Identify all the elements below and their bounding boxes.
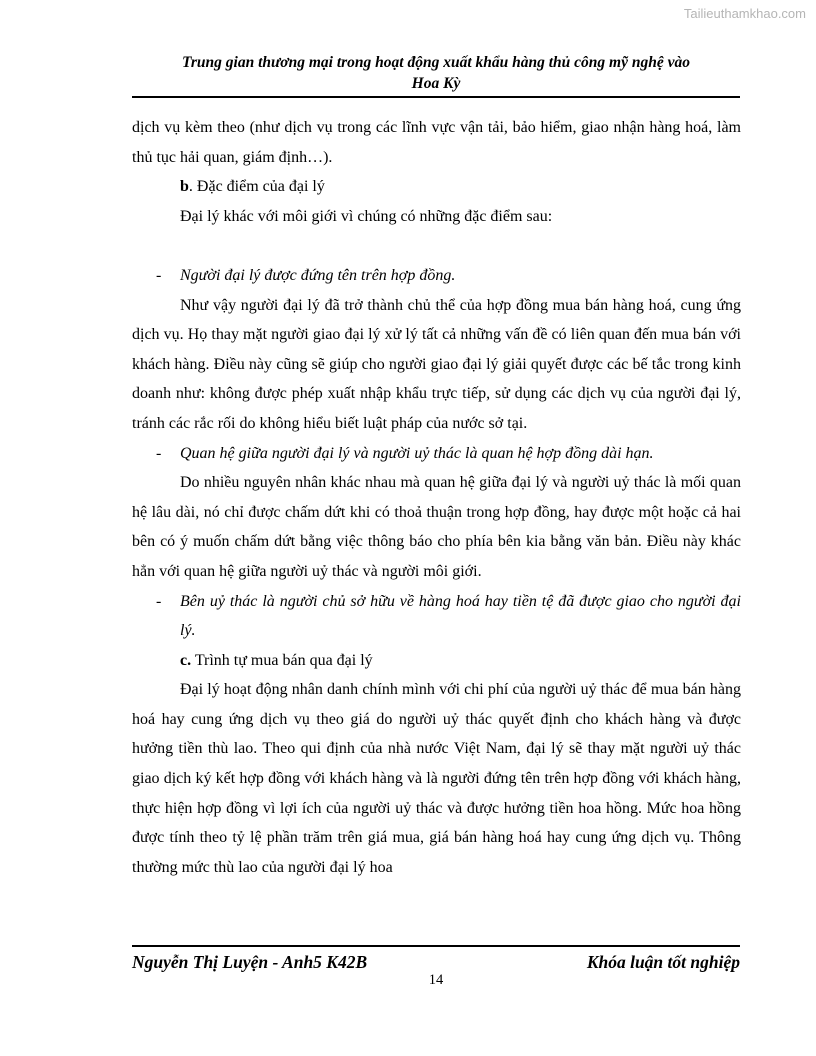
header-title-line2: Hoa Kỳ [411, 75, 461, 92]
paragraph-intro: Đại lý khác với môi giới vì chúng có những đặc điểm sau: [180, 207, 553, 225]
bullet-dash: - [156, 266, 162, 284]
bullet-text-1: Người đại lý được đứng tên trên hợp đồng. [180, 266, 456, 284]
paragraph-continuation: dịch vụ kèm theo (như dịch vụ trong các lĩnh vực vận tải, bảo hiểm, giao nhận hàng hoá, làm thủ tục hải quan, giám định…). [132, 119, 741, 166]
footer-divider [132, 945, 740, 947]
blank-line [132, 231, 741, 261]
section-label-b: b [180, 178, 189, 196]
bullet-text-3: Bên uỷ thác là người chủ sở hữu về hàng hoá hay tiền tệ đã được giao cho người đại lý. [180, 592, 741, 640]
section-title-b: . Đặc điểm của đại lý [188, 178, 325, 196]
bullet-dash: - [156, 592, 162, 610]
paragraph-body-1: Như vậy người đại lý đã trở thành chủ thể của hợp đồng mua bán hàng hoá, cung ứng dịch vụ. Họ thay mặt người giao đại lý xử lý tất cả những vấn đề có liên quan đến mua bán với khách hàng. Điều này cũng sẽ giúp cho người giao đại lý giải quyết được các bế tắc trong kinh doanh như: không được phép xuất nhập khẩu trực tiếp, sử dụng các dịch vụ của người đại lý, tránh các rắc rối do không hiểu biết luật pháp của nước sở tại. [132, 296, 741, 432]
watermark: Tailieuthamkhao.com [683, 6, 806, 21]
section-title-c: Trình tự mua bán qua đại lý [191, 651, 373, 669]
bullet-text-2: Quan hệ giữa người đại lý và người uỷ thác là quan hệ hợp đồng dài hạn. [180, 444, 654, 462]
section-heading-b [132, 172, 741, 202]
paragraph-body-3: Đại lý hoạt động nhân danh chính mình với chi phí của người uỷ thác để mua bán hàng hoá hay cung ứng dịch vụ theo giá do người uỷ thác quyết định cho khách hàng và được hưởng tiền thù lao. Theo qui định của nhà nước Việt Nam, đại lý sẽ thay mặt người uỷ thác giao dịch ký kết hợp đồng với khách hàng và là người đứng tên trên hợp đồng với khách hàng, thực hiện hợp đồng vì lợi ích của người uỷ thác và được hưởng tiền hoa hồng. Mức hoa hồng được tính theo tỷ lệ phần trăm trên giá mua, giá bán hàng hoá hay cung ứng dịch vụ. Thông thường mức thù lao của người đại lý hoa [132, 681, 741, 876]
page-header [132, 52, 740, 94]
footer-document-type: Khóa luận tốt nghiệp [586, 952, 740, 972]
bullet-item-1 [132, 261, 741, 291]
document-body [132, 113, 741, 882]
section-label-c: c. [180, 651, 192, 669]
bullet-item-3 [132, 587, 741, 646]
footer-author: Nguyễn Thị Luyện - Anh5 K42B [132, 952, 368, 972]
bullet-dash: - [156, 444, 162, 462]
page-footer [132, 952, 740, 973]
header-divider [132, 96, 740, 98]
page-number: 14 [428, 972, 444, 988]
paragraph-body-2: Do nhiều nguyên nhân khác nhau mà quan hệ giữa đại lý và người uỷ thác là mối quan hệ lâu dài, nó chỉ được chấm dứt khi có thoả thuận trong hợp đồng, hay được một hoặc cả hai bên có ý muốn chấm dứt bằng việc thông báo cho phía bên kia bằng văn bản. Điều này khác hẳn với quan hệ giữa người uỷ thác và người môi giới. [132, 474, 741, 580]
bullet-item-2 [132, 439, 741, 469]
header-title-line1: Trung gian thương mại trong hoạt động xuất khẩu hàng thủ công mỹ nghệ vào [181, 54, 690, 71]
section-heading-c [132, 646, 741, 676]
